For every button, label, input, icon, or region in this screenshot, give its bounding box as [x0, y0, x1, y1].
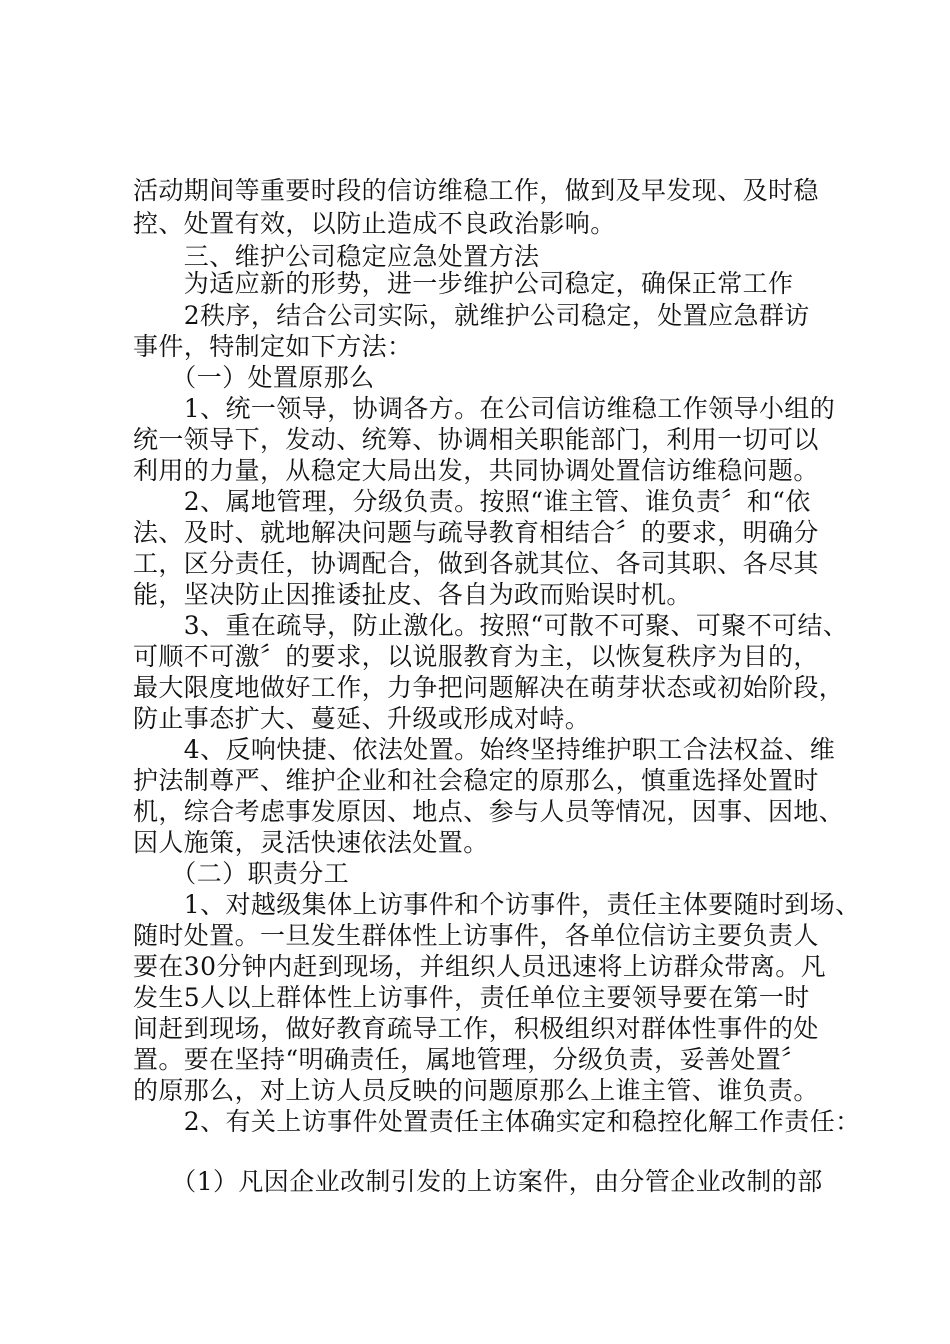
- subsection-heading: （二）职责分工: [133, 859, 350, 888]
- text-line: 4、反响快捷、依法处置。始终坚持维护职工合法权益、维: [133, 735, 836, 764]
- text-line: 最大限度地做好工作，力争把问题解决在萌芽状态或初始阶段，: [133, 673, 845, 702]
- text-line: 控、处置有效，以防止造成不良政治影响。: [133, 209, 616, 238]
- text-line: 统一领导下，发动、统筹、协调相关职能部门，利用一切可以: [133, 425, 819, 454]
- text-line: 2秩序，结合公司实际，就维护公司稳定，处置应急群访: [133, 301, 810, 330]
- text-line: 可顺不可激〞的要求，以说服教育为主，以恢复秩序为目的，: [133, 642, 819, 671]
- text-line: 置。要在坚持“明确责任，属地管理，分级负责，妥善处置〞: [133, 1045, 807, 1074]
- text-line: 为适应新的形势，进一步维护公司稳定，确保正常工作: [133, 269, 794, 298]
- text-line: 1、统一领导，协调各方。在公司信访维稳工作领导小组的: [133, 394, 836, 423]
- text-line: 间赶到现场，做好教育疏导工作，积极组织对群体性事件的处: [133, 1014, 819, 1043]
- text-line: 随时处置。一旦发生群体性上访事件，各单位信访主要负责人: [133, 921, 819, 950]
- text-line: 活动期间等重要时段的信访维稳工作，做到及早发现、及时稳: [133, 176, 819, 205]
- text-line: 利用的力量，从稳定大局出发，共同协调处置信访维稳问题。: [133, 456, 819, 485]
- text-line: 的原那么，对上访人员反映的问题原那么上谁主管、谁负责。: [133, 1076, 819, 1105]
- text-line: 工，区分责任，协调配合，做到各就其位、各司其职、各尽其: [133, 549, 819, 578]
- text-line: 3、重在疏导，防止激化。按照“可散不可聚、可聚不可结、: [133, 611, 849, 640]
- text-line: 发生5人以上群体性上访事件，责任单位主要领导要在第一时: [133, 983, 810, 1012]
- text-line: 2、属地管理，分级负责。按照“谁主管、谁负责〞和“依: [133, 487, 811, 516]
- text-line: 机，综合考虑事发原因、地点、参与人员等情况，因事、因地、: [133, 797, 845, 826]
- text-line: 防止事态扩大、蔓延、升级或形成对峙。: [133, 704, 591, 733]
- text-line: 能，坚决防止因推诿扯皮、各自为政而贻误时机。: [133, 580, 692, 609]
- text-line: 因人施策，灵活快速依法处置。: [133, 828, 489, 857]
- text-line: 1、对越级集体上访事件和个访事件，责任主体要随时到场、: [133, 890, 861, 919]
- text-line: 事件，特制定如下方法：: [133, 332, 413, 361]
- text-line: （1）凡因企业改制引发的上访案件，由分管企业改制的部: [133, 1167, 823, 1196]
- text-line: 护法制尊严、维护企业和社会稳定的原那么，慎重选择处置时: [133, 766, 819, 795]
- subsection-heading: （一）处置原那么: [133, 363, 375, 392]
- text-line: 要在30分钟内赶到现场，并组织人员迅速将上访群众带离。凡: [133, 952, 827, 981]
- section-heading: 三、维护公司稳定应急处置方法: [133, 242, 540, 271]
- text-line: 法、及时、就地解决问题与疏导教育相结合〞的要求，明确分: [133, 518, 819, 547]
- text-line: 2、有关上访事件处置责任主体确实定和稳控化解工作责任：: [133, 1107, 861, 1136]
